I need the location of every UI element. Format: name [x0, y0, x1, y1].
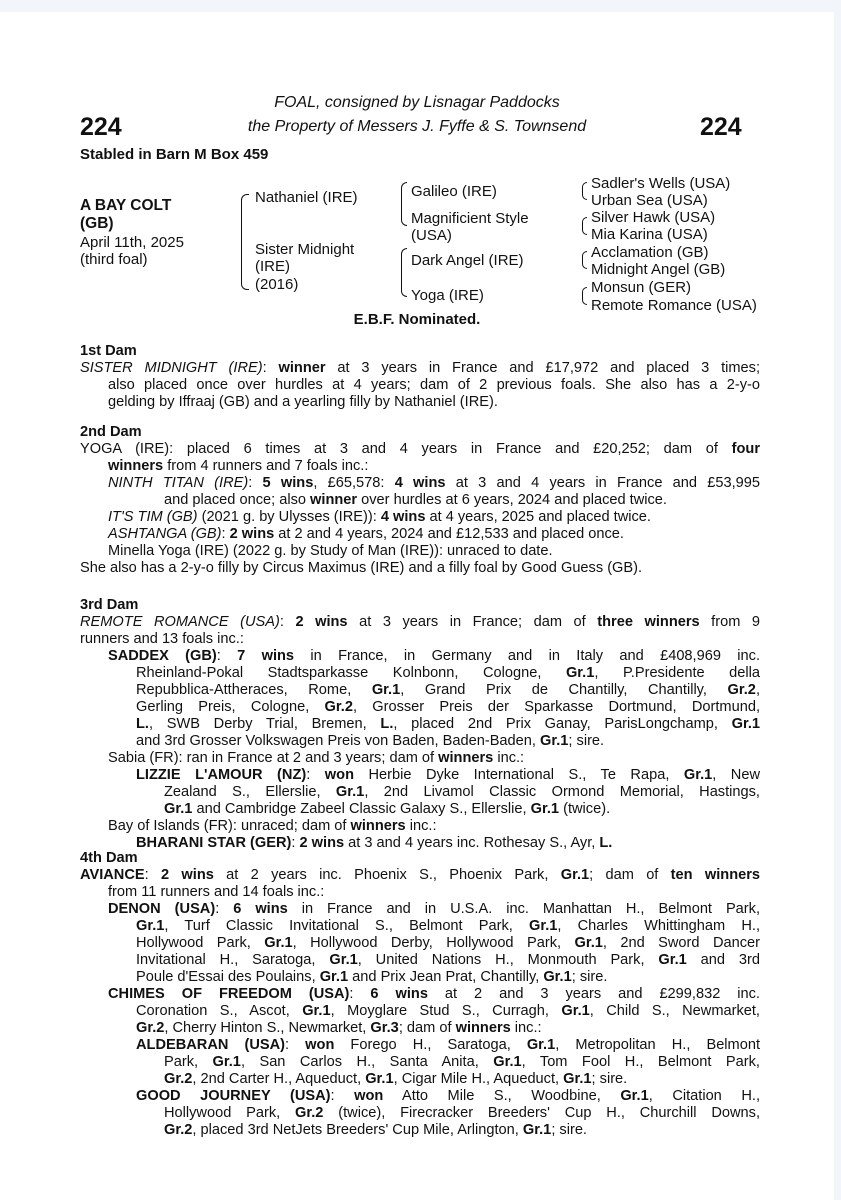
saddex-line3: Repubblica-Attheraces, Rome, Gr.1, Grand Prix de Chantilly, Chantilly, Gr.2,: [136, 682, 760, 698]
bracket-g3-2a: [582, 217, 587, 226]
good-journey-line1: GOOD JOURNEY (USA): won Atto Mile S., Woodbine, Gr.1, Citation H.,: [136, 1088, 760, 1104]
good-journey-line3: Gr.2, placed 3rd NetJets Breeders' Cup Mile, Arlington, Gr.1; sire.: [164, 1122, 587, 1138]
ped-dds: Monsun (GER): [591, 279, 692, 296]
yoga-line2: winners from 4 runners and 7 foals inc.:: [108, 458, 369, 474]
bracket-g3-4b: [582, 296, 587, 305]
bracket-g3-1b: [582, 191, 587, 200]
horse-name-line1: A BAY COLT: [80, 197, 172, 214]
second-dam-also: She also has a 2-y-o filly by Circus Maximus (IRE) and a filly foal by Good Guess (GB).: [80, 560, 643, 576]
consignor-line: FOAL, consigned by Lisnagar Paddocks: [274, 94, 560, 111]
first-dam-line2: also placed once over hurdles at 4 years; dam of 2 previous foals. She also has a 2-y-o: [108, 377, 760, 393]
ped-sdd: Mia Karina (USA): [591, 226, 708, 243]
bracket-g3-1a: [582, 182, 587, 191]
ped-ddd: Remote Romance (USA): [591, 297, 757, 314]
aviance-line1: AVIANCE: 2 wins at 2 years inc. Phoenix S., Phoenix Park, Gr.1; dam of ten winners: [80, 867, 761, 883]
yoga-line1: YOGA (IRE): placed 6 times at 3 and 4 years in France and £20,252; dam of four: [80, 441, 760, 457]
foaling-date: April 11th, 2025: [80, 234, 184, 251]
ashtanga-entry: ASHTANGA (GB): 2 wins at 2 and 4 years, 2024 and £12,533 and placed once.: [108, 526, 624, 542]
ninth-titan-line2: and placed once; also winner over hurdles at 6 years, 2024 and placed twice.: [164, 492, 667, 508]
second-dam-heading: 2nd Dam: [80, 424, 142, 440]
bracket-sire: [241, 194, 249, 242]
second-dam-section: [80, 424, 760, 577]
denon-line1: DENON (USA): 6 wins in France and in U.S.A. inc. Manhattan H., Belmont Park,: [108, 901, 761, 917]
denon-line3: Hollywood Park, Gr.1, Hollywood Derby, Hollywood Park, Gr.1, 2nd Sword Dancer: [136, 935, 760, 951]
sire-sire: Galileo (IRE): [411, 183, 497, 200]
sire-dam-line2: (USA): [411, 227, 452, 244]
bracket-g3-3b: [582, 260, 587, 269]
lot-number-right: 224: [700, 113, 742, 141]
sire-name: Nathaniel (IRE): [255, 189, 358, 206]
saddex-line1: SADDEX (GB): 7 wins in France, in Germany and in Italy and £408,969 inc.: [108, 648, 760, 664]
lizzie-line1: LIZZIE L'AMOUR (NZ): won Herbie Dyke International S., Te Rapa, Gr.1, New: [136, 767, 760, 783]
good-journey-line2: Hollywood Park, Gr.2 (twice), Firecracker Breeders' Cup H., Churchill Downs,: [164, 1105, 760, 1121]
dam-sire: Dark Angel (IRE): [411, 252, 524, 269]
ped-ssd: Urban Sea (USA): [591, 192, 708, 209]
third-dam-section: [80, 597, 760, 852]
aldebaran-line2: Park, Gr.1, San Carlos H., Santa Anita, Gr.1, Tom Fool H., Belmont Park,: [164, 1054, 760, 1070]
fourth-dam-section: [80, 850, 760, 1139]
aviance-line2: from 11 runners and 14 foals inc.:: [108, 884, 325, 900]
denon-line4: Invitational H., Saratoga, Gr.1, United Nations H., Monmouth Park, Gr.1 and 3rd: [136, 952, 760, 968]
ebf-nomination: E.B.F. Nominated.: [353, 311, 481, 328]
ped-dsd: Midnight Angel (GB): [591, 261, 726, 278]
bracket-sire-top: [401, 182, 407, 204]
bracket-g3-4a: [582, 287, 587, 296]
fourth-dam-heading: 4th Dam: [80, 850, 138, 866]
bracket-dam-bottom: [401, 275, 407, 297]
bay-of-islands-entry: Bay of Islands (FR): unraced; dam of winners inc.:: [108, 818, 437, 834]
dam-name-line1: Sister Midnight: [255, 241, 355, 258]
stabled-location: Stabled in Barn M Box 459: [80, 146, 269, 163]
denon-line2: Gr.1, Turf Classic Invitational S., Belmont Park, Gr.1, Charles Whittingham H.,: [136, 918, 760, 934]
ped-sds: Silver Hawk (USA): [591, 209, 716, 226]
lizzie-line2: Zealand S., Ellerslie, Gr.1, 2nd Livamol Classic Ormond Memorial, Hastings,: [164, 784, 760, 800]
remote-romance-line1: REMOTE ROMANCE (USA): 2 wins at 3 years in France; dam of three winners from 9: [80, 614, 761, 630]
saddex-line4: Gerling Preis, Cologne, Gr.2, Grosser Preis der Sparkasse Dortmund, Dortmund,: [136, 699, 760, 715]
bracket-g3-3a: [582, 251, 587, 260]
bracket-dam: [241, 242, 249, 290]
saddex-line2: Rheinland-Pokal Stadtsparkasse Kolnbonn, Cologne, Gr.1, P.Presidente della: [136, 665, 760, 681]
lizzie-line3: Gr.1 and Cambridge Zabeel Classic Galaxy S., Ellerslie, Gr.1 (twice).: [164, 801, 611, 817]
bharani-star-entry: BHARANI STAR (GER): 2 wins at 3 and 4 years inc. Rothesay S., Ayr, L.: [136, 835, 613, 851]
lot-number-left: 224: [80, 113, 122, 141]
first-dam-name: SISTER MIDNIGHT (IRE): [80, 360, 263, 376]
minella-yoga-entry: Minella Yoga (IRE) (2022 g. by Study of Man (IRE)): unraced to date.: [108, 543, 553, 559]
ped-sss: Sadler's Wells (USA): [591, 175, 731, 192]
property-line: the Property of Messers J. Fyffe & S. Townsend: [247, 118, 587, 135]
ped-dss: Acclamation (GB): [591, 244, 709, 261]
aldebaran-line3: Gr.2, 2nd Carter H., Aqueduct, Gr.1, Cigar Mile H., Aqueduct, Gr.1; sire.: [164, 1071, 628, 1087]
foal-note: (third foal): [80, 251, 148, 268]
third-dam-heading: 3rd Dam: [80, 597, 139, 613]
bracket-sire-bottom: [401, 204, 407, 226]
bracket-dam-top: [401, 248, 407, 275]
dam-name-line2: (IRE): [255, 258, 290, 275]
aldebaran-line1: ALDEBARAN (USA): won Forego H., Saratoga, Gr.1, Metropolitan H., Belmont: [136, 1037, 760, 1053]
sabia-entry: Sabia (FR): ran in France at 2 and 3 years; dam of winners inc.:: [108, 750, 525, 766]
first-dam-line3: gelding by Iffraaj (GB) and a yearling filly by Nathaniel (IRE).: [108, 394, 498, 410]
chimes-line1: CHIMES OF FREEDOM (USA): 6 wins at 2 and 3 years and £299,832 inc.: [108, 986, 760, 1002]
ninth-titan-entry: NINTH TITAN (IRE): 5 wins, £65,578: 4 wins at 3 and 4 years in France and £53,995: [108, 475, 761, 491]
catalogue-page: [0, 12, 834, 1200]
denon-line5: Poule d'Essai des Poulains, Gr.1 and Prix Jean Prat, Chantilly, Gr.1; sire.: [136, 969, 608, 985]
dam-name-line3: (2016): [255, 276, 299, 293]
chimes-line3: Gr.2, Cherry Hinton S., Newmarket, Gr.3; dam of winners inc.:: [136, 1020, 542, 1036]
first-dam-heading: 1st Dam: [80, 343, 137, 359]
chimes-line2: Coronation S., Ascot, Gr.1, Moyglare Stud S., Curragh, Gr.1, Child S., Newmarket,: [136, 1003, 760, 1019]
saddex-line5: L., SWB Derby Trial, Bremen, L., placed 2nd Prix Ganay, ParisLongchamp, Gr.1: [136, 716, 760, 732]
sire-dam-line1: Magnificient Style: [411, 210, 529, 227]
remote-romance-line2: runners and 13 foals inc.:: [80, 631, 244, 647]
saddex-line6: and 3rd Grosser Volkswagen Preis von Baden, Baden-Baden, Gr.1; sire.: [136, 733, 605, 749]
first-dam-section: 1st Dam SISTER MIDNIGHT (IRE): winner at 3 years in France and £17,972 and placed 3 times; also placed once over hurdles at 4 years; dam of 2 previous foals. She also has a 2-y-o gelding by Iffraaj (GB) and a yearling filly by Nathaniel (IRE).: [80, 343, 760, 410]
dam-dam: Yoga (IRE): [411, 287, 484, 304]
its-tim-entry: IT'S TIM (GB) (2021 g. by Ulysses (IRE)): 4 wins at 4 years, 2025 and placed twice.: [108, 509, 651, 525]
horse-name-line2: (GB): [80, 215, 114, 232]
bracket-g3-2b: [582, 226, 587, 235]
